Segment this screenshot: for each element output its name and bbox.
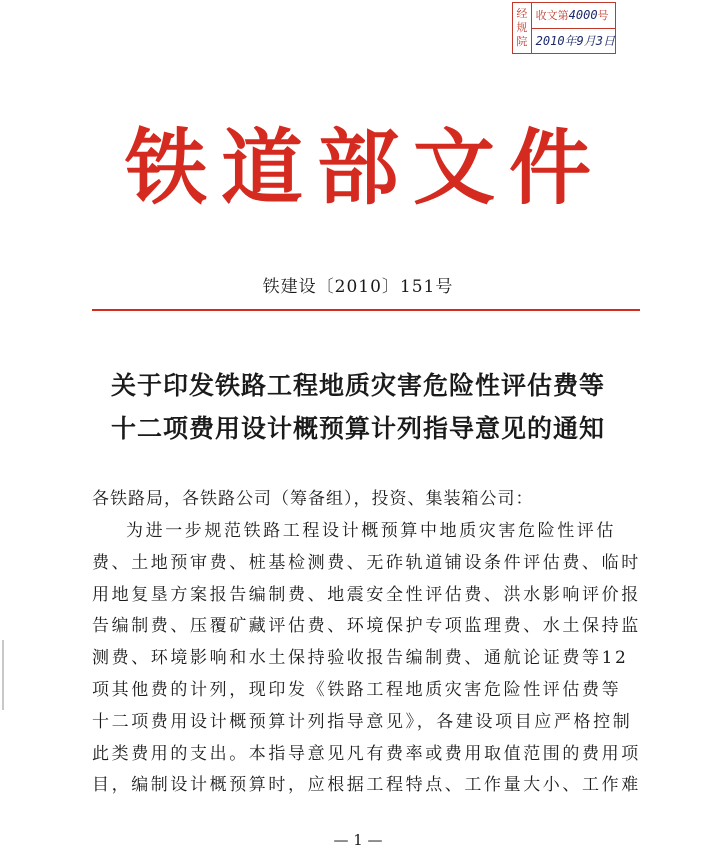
stamp-body bbox=[532, 3, 615, 53]
body-line: 告编制费、压覆矿藏评估费、环境保护专项监理费、水土保持监 bbox=[92, 616, 641, 637]
body-line: 目，编制设计概预算时，应根据工程特点、工作量大小、工作难 bbox=[92, 775, 641, 796]
stamp-org-char: 经 bbox=[516, 7, 528, 20]
body-line: 十二项费用设计概预算计列指导意见》，各建设项目应严格控制 bbox=[92, 711, 633, 732]
stamp-org-char: 规 bbox=[516, 21, 528, 34]
body-line: 测费、环境影响和水土保持验收报告编制费、通航论证费等12 bbox=[92, 648, 629, 669]
stamp-receipt-label: 收文第 bbox=[535, 9, 569, 23]
stamp-receipt-suffix: 号 bbox=[597, 9, 609, 23]
notice-title-line-1: 关于印发铁路工程地质灾害危险性评估费等 bbox=[110, 371, 605, 400]
stamp-date-row bbox=[532, 28, 615, 54]
stamp-org bbox=[513, 3, 532, 53]
salutation: 各铁路局，各铁路公司（筹备组），投资、集装箱公司： bbox=[92, 489, 534, 509]
document-number: 铁建设〔2010〕151号 bbox=[262, 277, 454, 297]
document-header-title: 铁道部文件 bbox=[124, 120, 605, 216]
stamp-receipt-number: 4000 bbox=[568, 8, 598, 23]
page-number: — 1 — bbox=[333, 831, 383, 849]
stamp-date: 2010年9月3日 bbox=[535, 34, 615, 49]
body-line: 用地复垦方案报告编制费、地震安全性评估费、洪水影响评价报 bbox=[92, 584, 641, 605]
red-separator-line bbox=[92, 309, 640, 311]
notice-title-line-2: 十二项费用设计概预算计列指导意见的通知 bbox=[110, 414, 605, 443]
stamp-org-char: 院 bbox=[516, 35, 528, 48]
body-paragraph bbox=[92, 516, 648, 802]
body-line: 费、土地预审费、桩基检测费、无砟轨道铺设条件评估费、临时 bbox=[92, 552, 641, 573]
scan-edge-mark bbox=[2, 640, 4, 710]
body-line: 为进一步规范铁路工程设计概预算中地质灾害危险性评估 bbox=[126, 521, 616, 541]
body-line: 此类费用的支出。本指导意见凡有费率或费用取值范围的费用项 bbox=[92, 743, 641, 764]
stamp-receipt-row bbox=[532, 3, 615, 28]
receipt-stamp bbox=[512, 2, 616, 54]
body-line: 项其他费的计列，现印发《铁路工程地质灾害危险性评估费等 bbox=[92, 679, 622, 700]
